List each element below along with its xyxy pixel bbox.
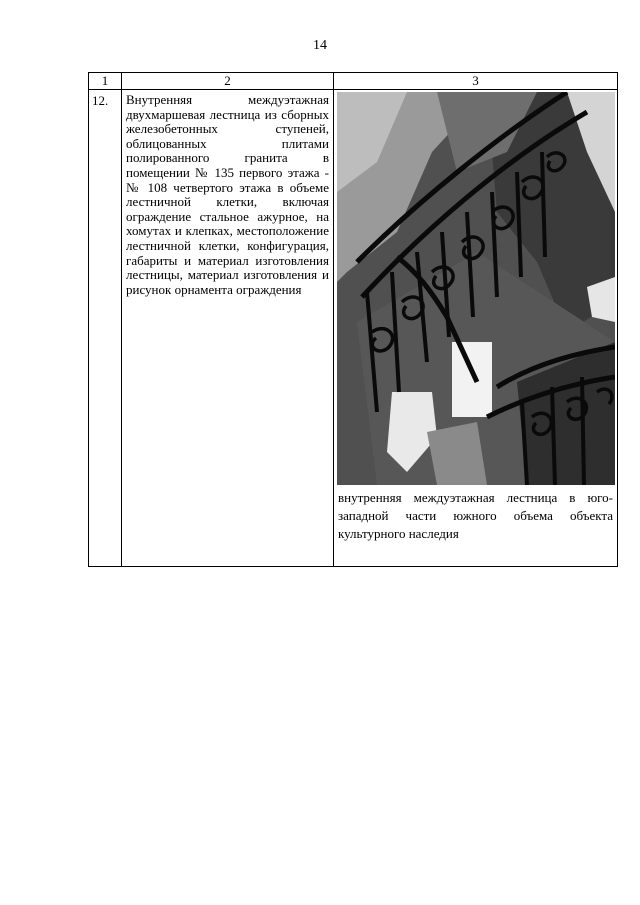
staircase-photo [337,92,615,485]
table-row [89,90,618,567]
description-cell [122,90,334,567]
element-description: Внутренняя междуэтажная двухмаршевая лестница из сборных железобетонных ступеней, облицованных плитами полированного гранита в помещении № 135 первого этажа - № 108 четвертого этажа в объеме лестничной клетки, включая ограждение стальное ажурное, на хомутах и клепках, местоположение лестничной клетки, конфигурация, габариты и материал изготовления лестницы, материал изготовления и рисунок орнамента ограждения [126,92,329,297]
page-number: 14 [313,38,327,53]
row-number: 12. [89,90,122,567]
table-header-row [89,73,618,90]
photo-caption: внутренняя междуэтажная лестница в юго-западной части южного объема объекта культурного наследия [338,490,613,541]
column-header-2: 2 [122,73,334,90]
column-header-3: 3 [334,73,618,90]
object-table [88,72,618,567]
photo-cell [334,90,618,567]
column-header-1: 1 [89,73,122,90]
